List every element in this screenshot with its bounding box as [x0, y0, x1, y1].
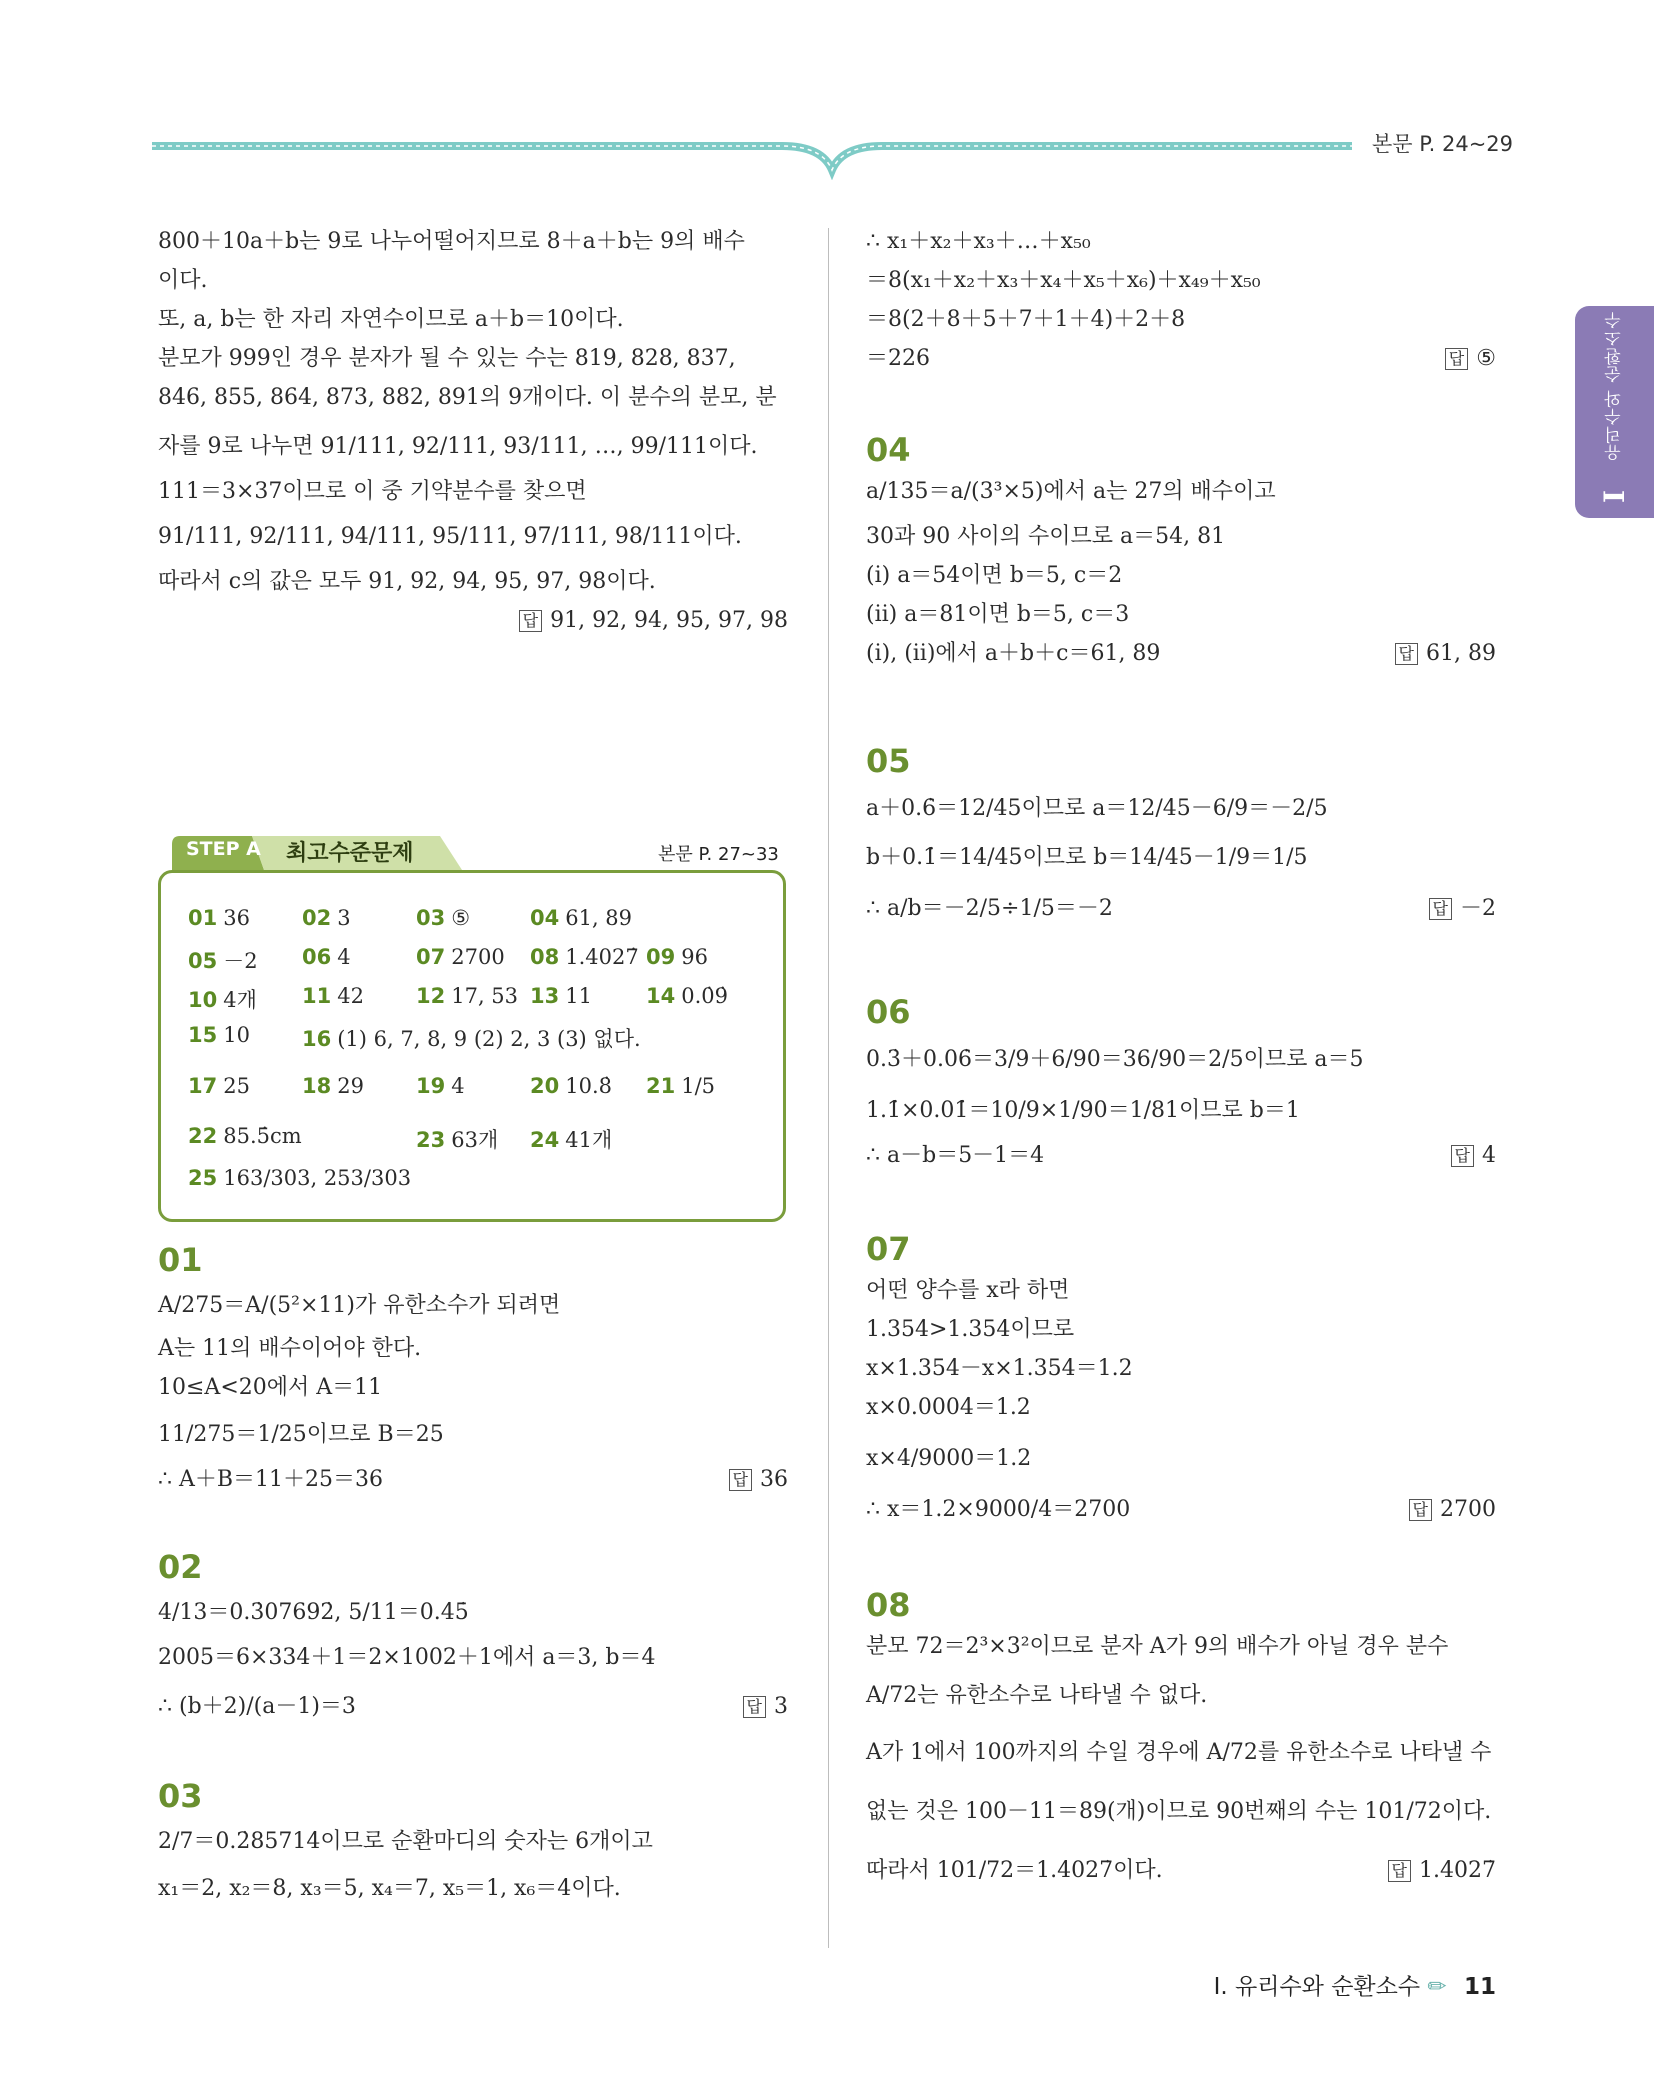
text-line: x×4/9000＝1.2 — [866, 1446, 1032, 1471]
problem-number: 01 — [158, 1241, 203, 1279]
answer-key-item — [188, 945, 258, 975]
answer-key-number: 12 — [416, 984, 446, 1008]
step-page-ref: 본문 P. 27~33 — [658, 844, 779, 865]
answer-key-value: 25 — [223, 1074, 250, 1098]
answer — [1451, 1136, 1496, 1175]
text-line: ∴ x₁＋x₂＋x₃＋…＋x₅₀ — [866, 229, 1091, 254]
problem-01 — [158, 1238, 788, 1499]
answer — [1429, 889, 1496, 928]
text-line: ＝8(x₁＋x₂＋x₃＋x₄＋x₅＋x₆)＋x₄₉＋x₅₀ — [866, 268, 1261, 293]
text-line: ∴ a－b＝5－1＝4 — [866, 1143, 1045, 1168]
left-top-block — [158, 222, 788, 640]
chapter-side-tab — [1575, 306, 1654, 518]
answer — [729, 1460, 788, 1499]
text-line: 자를 9로 나누면 91/111, 92/111, 93/111, …, 99/111이다. — [158, 434, 758, 459]
answer-key-value: (1) 6, 7, 8, 9 (2) 2, 3 (3) 없다. — [337, 1027, 641, 1051]
answer-key-number: 10 — [188, 988, 218, 1012]
answer-value: －2 — [1460, 896, 1496, 921]
text-line: b＋0.1̇＝14/45이므로 b＝14/45－1/9＝1/5 — [866, 845, 1308, 870]
step-title: 최고수준문제 — [286, 841, 414, 866]
continuation-block — [866, 222, 1496, 378]
answer-key-number: 21 — [646, 1074, 676, 1098]
footer-pencil-icon: ✏ — [1427, 1974, 1447, 2000]
text-line: 분모가 999인 경우 분자가 될 수 있는 수는 819, 828, 837, — [158, 346, 736, 371]
text-line: 846, 855, 864, 873, 882, 891의 9개이다. 이 분수의 분모, 분 — [158, 385, 777, 410]
answer-key-value: －2 — [223, 949, 258, 973]
answer-key-item — [646, 984, 728, 1008]
text-line: A/72는 유한소수로 나타낼 수 없다. — [866, 1683, 1208, 1708]
answer-value: 4 — [1482, 1143, 1496, 1168]
answer-key-value: 4 — [337, 945, 351, 969]
answer-key-item — [646, 945, 708, 969]
answer-key-value: 85.5̇cm — [223, 1124, 302, 1148]
answer-key-number: 07 — [416, 945, 446, 969]
answer-value: 1.4027̇ — [1419, 1858, 1496, 1883]
answer-key-value: 96 — [681, 945, 708, 969]
text-line: x₁＝2, x₂＝8, x₃＝5, x₄＝7, x₅＝1, x₆＝4이다. — [158, 1876, 621, 1901]
answer-key-number: 22 — [188, 1124, 218, 1148]
answer-key-value: 61, 89 — [565, 906, 633, 930]
problem-03 — [158, 1774, 788, 1908]
answer-key-value: ⑤ — [451, 906, 471, 930]
text-line: 2/7＝0.2̇85714̇이므로 순환마디의 숫자는 6개이고 — [158, 1829, 653, 1854]
text-line: 없는 것은 100－11＝89(개)이므로 90번째의 수는 101/72이다. — [866, 1799, 1492, 1824]
header-decoration — [152, 136, 1352, 180]
problem-04 — [866, 428, 1496, 673]
text-line: ∴ (b＋2)/(a－1)＝3 — [158, 1694, 356, 1719]
answer-key-item — [646, 1074, 715, 1098]
page-footer — [1214, 1968, 1496, 2001]
header-page-ref: 본문 P. 24~29 — [1372, 132, 1514, 156]
text-line: 2005＝6×334＋1＝2×1002＋1에서 a＝3, b＝4 — [158, 1645, 656, 1670]
answer-key-value: 3 — [337, 906, 351, 930]
text-line: 11/275＝1/25이므로 B＝25 — [158, 1422, 444, 1447]
answer-mark: 답 — [1388, 1860, 1411, 1882]
text-line: 4/13＝0.3̇07692̇, 5/11＝0.4̇5̇ — [158, 1600, 469, 1625]
answer-key-number: 14 — [646, 984, 676, 1008]
answer-key-item — [302, 906, 351, 930]
answer-value: 36 — [760, 1467, 788, 1492]
answer-key-value: 42 — [337, 984, 364, 1008]
answer-key-number: 01 — [188, 906, 218, 930]
text-line: (ⅰ), (ⅱ)에서 a＋b＋c＝61, 89 — [866, 641, 1161, 666]
answer-key-number: 23 — [416, 1128, 446, 1152]
text-line: x×1.354̇－x×1.354＝1.2 — [866, 1356, 1133, 1381]
answer-value: ⑤ — [1476, 346, 1496, 371]
problem-08 — [866, 1583, 1496, 1890]
problem-07 — [866, 1227, 1496, 1529]
step-badge: STEP A — [186, 838, 261, 860]
answer-key-number: 03 — [416, 906, 446, 930]
text-line: 따라서 c의 값은 모두 91, 92, 94, 95, 97, 98이다. — [158, 569, 656, 594]
answer-key-value: 4개 — [223, 988, 257, 1012]
answer — [1388, 1851, 1496, 1890]
answer-value: 2700 — [1440, 1497, 1496, 1522]
answer-key-item — [530, 1124, 612, 1154]
text-line: A는 11의 배수이어야 한다. — [158, 1336, 422, 1361]
problem-02 — [158, 1545, 788, 1726]
answer-key-item — [188, 1124, 302, 1148]
text-line: (ⅱ) a＝81이면 b＝5, c＝3 — [866, 602, 1130, 627]
answer-key-number: 13 — [530, 984, 560, 1008]
problem-number: 05 — [866, 742, 911, 780]
answer-key-value: 0.0̇9̇ — [681, 984, 728, 1008]
answer-key-value: 41개 — [565, 1128, 613, 1152]
answer-key-item — [416, 1124, 498, 1154]
answer-key-value: 1/5 — [681, 1074, 716, 1098]
answer-key-number: 25 — [188, 1166, 218, 1190]
answer-key-value: 10.8̇ — [565, 1074, 612, 1098]
answer-key-value: 29 — [337, 1074, 364, 1098]
text-line: 30과 90 사이의 수이므로 a＝54, 81 — [866, 524, 1226, 549]
answer-key-item — [530, 1074, 612, 1098]
side-tab-label: 유리수와 순환소수 — [1605, 311, 1625, 462]
text-line: 0.3̇＋0.06̇＝3/9＋6/90＝36/90＝2/5이므로 a＝5 — [866, 1047, 1364, 1072]
answer-key-value: 10 — [223, 1023, 250, 1047]
answer-value: 91, 92, 94, 95, 97, 98 — [550, 608, 788, 633]
answer-key-number: 04 — [530, 906, 560, 930]
answer-mark: 답 — [1429, 898, 1452, 920]
answer-key-number: 08 — [530, 945, 560, 969]
text-line: 111＝3×37이므로 이 중 기약분수를 찾으면 — [158, 479, 587, 504]
answer-key-number: 18 — [302, 1074, 332, 1098]
problem-06 — [866, 990, 1496, 1175]
text-line: 따라서 101/72＝1.4027̇이다. — [866, 1858, 1163, 1883]
problem-number: 04 — [866, 431, 911, 469]
answer-key-number: 16 — [302, 1027, 332, 1051]
text-line: 또, a, b는 한 자리 자연수이므로 a＋b＝10이다. — [158, 307, 624, 332]
answer-key-number: 24 — [530, 1128, 560, 1152]
answer-key-value: 1.4027̇ — [565, 945, 639, 969]
answer-key-value: 11 — [565, 984, 592, 1008]
answer-value: 61, 89 — [1426, 641, 1496, 666]
text-line: ＝8(2＋8＋5＋7＋1＋4)＋2＋8 — [866, 307, 1186, 332]
problem-number: 02 — [158, 1548, 203, 1586]
answer-key-item — [416, 906, 470, 930]
side-tab-roman: I — [1597, 489, 1631, 503]
left-problems — [158, 1238, 788, 1908]
answer-key-item — [188, 1074, 250, 1098]
answer-key-number: 09 — [646, 945, 676, 969]
answer-key-value: 4 — [451, 1074, 465, 1098]
text-line: 800＋10a＋b는 9로 나누어떨어지므로 8＋a＋b는 9의 배수 — [158, 229, 745, 254]
answer-key-item — [188, 1023, 250, 1047]
answer-key-item — [302, 945, 351, 969]
answer-mark: 답 — [729, 1469, 752, 1491]
answer-key-item — [530, 945, 639, 969]
answer-key-item — [302, 1023, 641, 1053]
answer-key-value: 163/303, 253/303 — [223, 1166, 412, 1190]
problem-number: 03 — [158, 1777, 203, 1815]
text-line: 10≤A<20에서 A＝11 — [158, 1375, 383, 1400]
answer-key-item — [302, 984, 364, 1008]
answer-key-value: 36 — [223, 906, 250, 930]
text-line: A가 1에서 100까지의 수일 경우에 A/72를 유한소수로 나타낼 수 — [866, 1740, 1492, 1765]
text-line: 1.1̇×0.01̇＝10/9×1/90＝1/81이므로 b＝1 — [866, 1098, 1300, 1123]
page-number: 11 — [1463, 1974, 1496, 2000]
problem-number: 07 — [866, 1230, 911, 1268]
answer-key-number: 15 — [188, 1023, 218, 1047]
answer-key-number: 17 — [188, 1074, 218, 1098]
text-line: 91/111, 92/111, 94/111, 95/111, 97/111, 98/111이다. — [158, 524, 742, 549]
answer-key-item — [416, 1074, 465, 1098]
answer-mark: 답 — [743, 1696, 766, 1718]
answer-key-number: 20 — [530, 1074, 560, 1098]
answer-mark: 답 — [1451, 1145, 1474, 1167]
footer-chapter: I. 유리수와 순환소수 — [1213, 1974, 1421, 2000]
answer-key-item — [530, 906, 632, 930]
answer — [1445, 339, 1496, 378]
answer-key-item — [416, 945, 505, 969]
text-line: ∴ A＋B＝11＋25＝36 — [158, 1467, 384, 1492]
text-line: a/135＝a/(3³×5)에서 a는 27의 배수이고 — [866, 479, 1276, 504]
answer-mark: 답 — [1395, 643, 1418, 665]
answer — [1409, 1490, 1496, 1529]
answer-key-value: 2700 — [451, 945, 505, 969]
answer-mark: 답 — [519, 610, 542, 632]
answer-key-item — [188, 906, 250, 930]
text-line: ＝226 — [866, 346, 930, 371]
text-line: 이다. — [158, 268, 208, 293]
answer-key-number: 11 — [302, 984, 332, 1008]
column-divider — [828, 228, 829, 1948]
problem-number: 08 — [866, 1586, 911, 1624]
answer-key-value: 63개 — [451, 1128, 499, 1152]
answer — [1395, 634, 1496, 673]
text-line: 1.354̇>1.354이므로 — [866, 1317, 1075, 1342]
text-line: ∴ a/b＝－2/5÷1/5＝－2 — [866, 896, 1113, 921]
text-line: 어떤 양수를 x라 하면 — [866, 1278, 1070, 1303]
answer-line — [158, 601, 788, 640]
text-line: A/275＝A/(5²×11)가 유한소수가 되려면 — [158, 1293, 561, 1318]
text-line: 분모 72＝2³×3²이므로 분자 A가 9의 배수가 아닐 경우 분수 — [866, 1634, 1449, 1659]
right-column — [866, 222, 1496, 1890]
text-line: x×0.0004̇＝1.2 — [866, 1395, 1031, 1420]
answer-key-item — [188, 1166, 411, 1190]
answer-key-number: 05 — [188, 949, 218, 973]
answer-key-value: 17, 53 — [451, 984, 519, 1008]
answer-key-number: 06 — [302, 945, 332, 969]
problem-number: 06 — [866, 993, 911, 1031]
answer-key-number: 19 — [416, 1074, 446, 1098]
answer-key-item — [302, 1074, 364, 1098]
answer-key-number: 02 — [302, 906, 332, 930]
answer-value: 3 — [774, 1694, 788, 1719]
answer-mark: 답 — [1445, 348, 1468, 370]
text-line: ∴ x＝1.2×9000/4＝2700 — [866, 1497, 1131, 1522]
answer — [743, 1687, 788, 1726]
answer-mark: 답 — [1409, 1499, 1432, 1521]
problem-05 — [866, 739, 1496, 928]
answer-key-item — [188, 984, 257, 1014]
answer-key-item — [416, 984, 518, 1008]
text-line: a＋0.6̇＝12/45이므로 a＝12/45－6/9＝－2/5 — [866, 796, 1328, 821]
text-line: (ⅰ) a＝54이면 b＝5, c＝2 — [866, 563, 1123, 588]
answer-key-item — [530, 984, 592, 1008]
